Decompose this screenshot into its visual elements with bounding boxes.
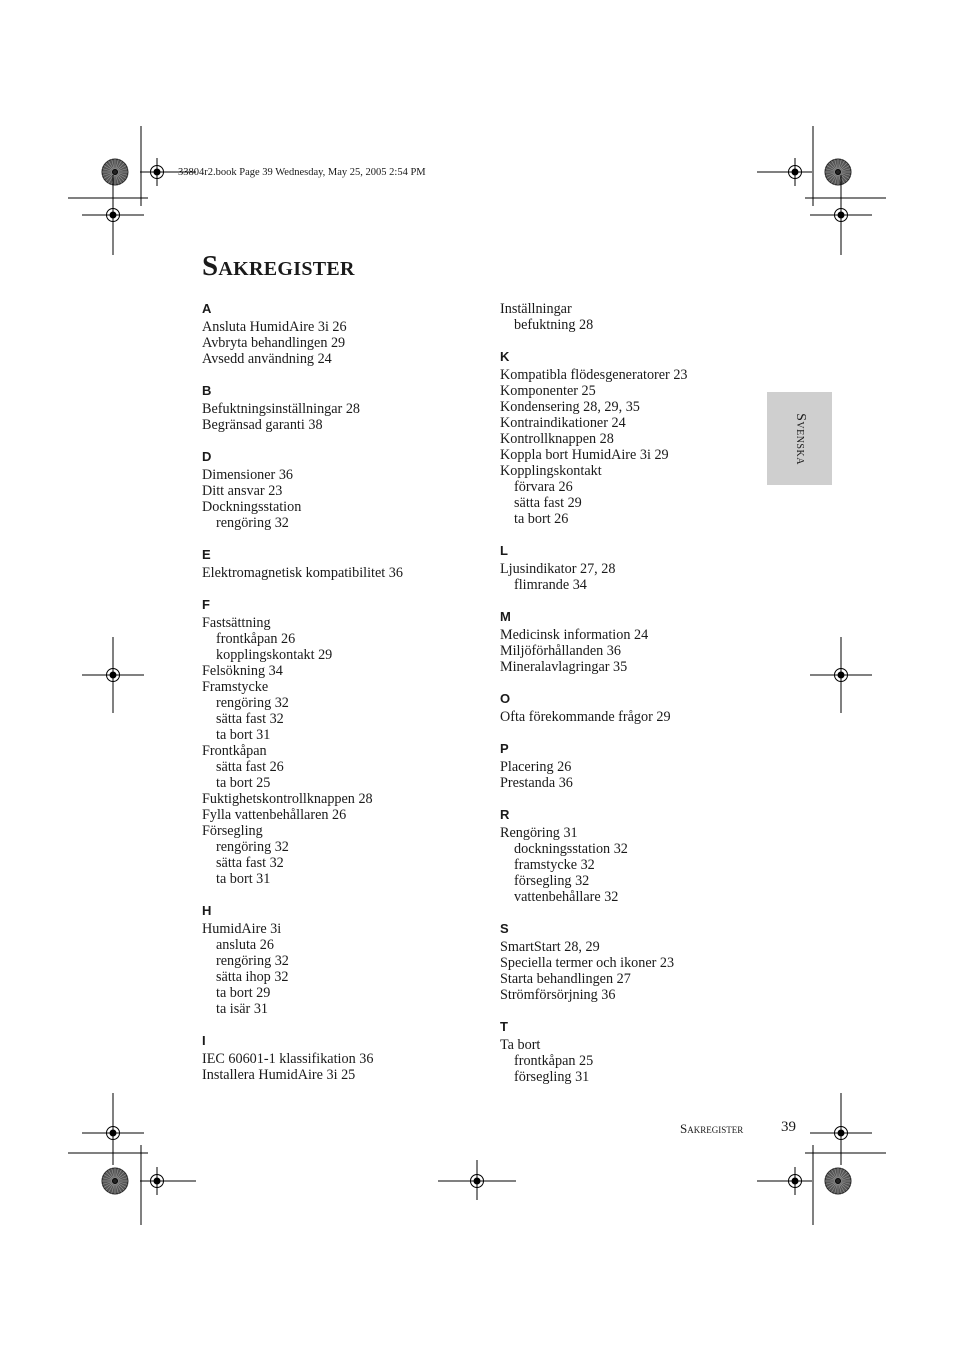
index-entry: Speciella termer och ikoner 23 [500, 955, 675, 971]
index-section [202, 449, 472, 531]
index-subentry: ta isär 31 [216, 1001, 269, 1017]
index-entry: Framstycke [202, 679, 269, 695]
index-entry: Rengöring 31 [500, 825, 578, 841]
index-entry: Komponenter 25 [500, 383, 596, 399]
index-subentry: flimrande 34 [514, 577, 587, 593]
index-entry: HumidAire 3i [202, 921, 282, 937]
index-entry: Prestanda 36 [500, 775, 573, 791]
index-entry: Ofta förekommande frågor 29 [500, 709, 671, 725]
index-letter-heading: R [500, 807, 510, 822]
index-letter-heading: P [500, 741, 509, 756]
index-entry: Inställningar [500, 301, 572, 317]
index-letter-heading: D [202, 449, 212, 464]
index-entry: Starta behandlingen 27 [500, 971, 631, 987]
index-column-right [500, 301, 770, 1101]
index-letter-heading: L [500, 543, 508, 558]
index-letter-heading: M [500, 609, 511, 624]
index-section [202, 597, 472, 887]
index-letter-heading: S [500, 921, 509, 936]
index-entry: Försegling [202, 823, 263, 839]
index-subentry: sätta fast 32 [216, 711, 284, 727]
index-letter-heading: F [202, 597, 210, 612]
printer-header: 33804r2.book Page 39 Wednesday, May 25, 2005 2:54 PM [178, 167, 426, 178]
index-entry: Ditt ansvar 23 [202, 483, 283, 499]
index-subentry: rengöring 32 [216, 515, 289, 531]
index-section [202, 547, 472, 581]
index-letter-heading: B [202, 383, 212, 398]
index-section [500, 741, 770, 791]
index-entry: IEC 60601-1 klassifikation 36 [202, 1051, 374, 1067]
index-entry: Miljöförhållanden 36 [500, 643, 621, 659]
index-entry: Kondensering 28, 29, 35 [500, 399, 640, 415]
index-subentry: ta bort 31 [216, 727, 271, 743]
index-entry: Frontkåpan [202, 743, 267, 759]
index-entry: Kopplingskontakt [500, 463, 602, 479]
index-entry: Fastsättning [202, 615, 271, 631]
index-section [500, 301, 770, 333]
index-subentry: ta bort 31 [216, 871, 271, 887]
index-subentry: försegling 32 [514, 873, 590, 889]
index-subentry: ansluta 26 [216, 937, 274, 953]
index-entry: Ansluta HumidAire 3i 26 [202, 319, 347, 335]
index-subentry: ta bort 26 [514, 511, 569, 527]
index-section [202, 383, 472, 433]
index-entry: Mineralavlagringar 35 [500, 659, 628, 675]
index-letter-heading: A [202, 301, 212, 316]
index-subentry: framstycke 32 [514, 857, 595, 873]
page-title: Sakregister [202, 250, 355, 282]
index-entry: Installera HumidAire 3i 25 [202, 1067, 356, 1083]
index-entry: Dimensioner 36 [202, 467, 294, 483]
index-entry: Koppla bort HumidAire 3i 29 [500, 447, 669, 463]
index-section [500, 807, 770, 905]
index-entry: Fuktighetskontrollknappen 28 [202, 791, 373, 807]
index-subentry: dockningsstation 32 [514, 841, 628, 857]
index-subentry: sätta ihop 32 [216, 969, 289, 985]
index-subentry: förvara 26 [514, 479, 573, 495]
index-section [202, 1033, 472, 1083]
index-entry: Avsedd användning 24 [202, 351, 332, 367]
index-entry: Ta bort [500, 1037, 541, 1053]
index-entry: Kompatibla flödesgeneratorer 23 [500, 367, 688, 383]
index-section [500, 609, 770, 675]
index-letter-heading: I [202, 1033, 206, 1048]
index-letter-heading: T [500, 1019, 508, 1034]
index-section [500, 543, 770, 593]
index-section [500, 349, 770, 527]
index-entry: Medicinsk information 24 [500, 627, 649, 643]
page-number: 39 [781, 1119, 796, 1135]
index-entry: Avbryta behandlingen 29 [202, 335, 346, 351]
index-subentry: frontkåpan 26 [216, 631, 296, 647]
index-entry: Kontraindikationer 24 [500, 415, 626, 431]
index-subentry: sätta fast 32 [216, 855, 284, 871]
footer-section-title: Sakregister [680, 1121, 744, 1136]
index-subentry: sätta fast 26 [216, 759, 284, 775]
index-subentry: försegling 31 [514, 1069, 590, 1085]
index-subentry: sätta fast 29 [514, 495, 582, 511]
index-section [500, 1019, 770, 1085]
language-tab [767, 392, 832, 485]
index-column-left [202, 301, 472, 1099]
index-entry: Strömförsörjning 36 [500, 987, 616, 1003]
index-subentry: rengöring 32 [216, 839, 289, 855]
index-entry: Ljusindikator 27, 28 [500, 561, 616, 577]
index-entry: Kontrollknappen 28 [500, 431, 614, 447]
language-tab-label: Svenska [792, 412, 808, 465]
index-entry: Placering 26 [500, 759, 572, 775]
index-letter-heading: E [202, 547, 211, 562]
index-subentry: befuktning 28 [514, 317, 594, 333]
index-section [500, 691, 770, 725]
index-subentry: rengöring 32 [216, 695, 289, 711]
index-letter-heading: H [202, 903, 212, 918]
index-entry: Begränsad garanti 38 [202, 417, 323, 433]
index-section [500, 921, 770, 1003]
index-subentry: rengöring 32 [216, 953, 289, 969]
index-letter-heading: K [500, 349, 510, 364]
index-section [202, 903, 472, 1017]
index-entry: Befuktningsinställningar 28 [202, 401, 361, 417]
index-entry: Elektromagnetisk kompatibilitet 36 [202, 565, 403, 581]
index-entry: Fylla vattenbehållaren 26 [202, 807, 347, 823]
index-subentry: vattenbehållare 32 [514, 889, 619, 905]
index-subentry: kopplingskontakt 29 [216, 647, 333, 663]
index-entry: SmartStart 28, 29 [500, 939, 600, 955]
index-subentry: ta bort 29 [216, 985, 271, 1001]
index-entry: Dockningsstation [202, 499, 302, 515]
index-entry: Felsökning 34 [202, 663, 283, 679]
index-section [202, 301, 472, 367]
index-letter-heading: O [500, 691, 511, 706]
index-subentry: ta bort 25 [216, 775, 271, 791]
index-subentry: frontkåpan 25 [514, 1053, 594, 1069]
